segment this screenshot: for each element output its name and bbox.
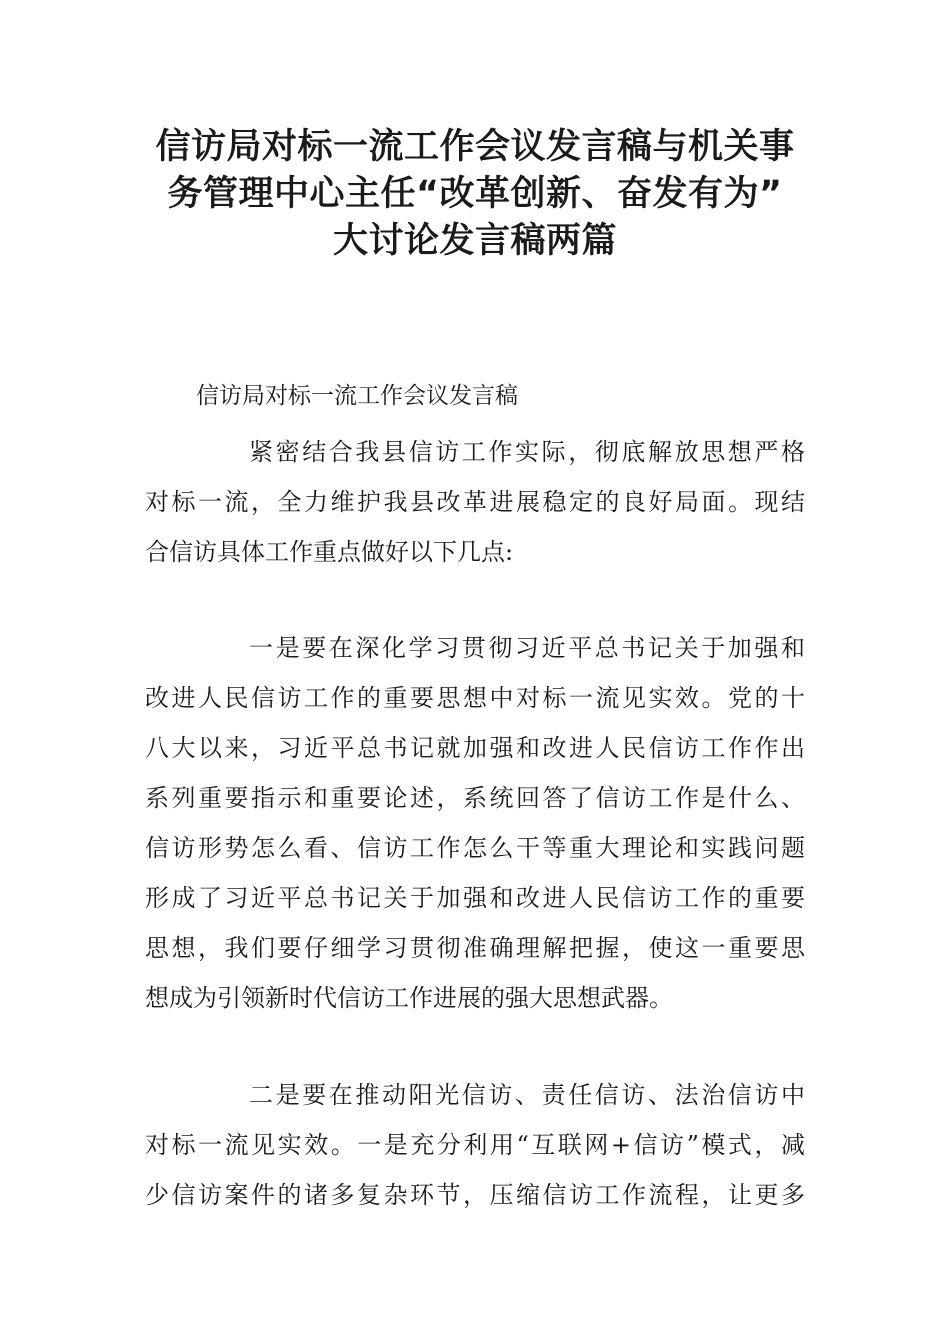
paragraph-line: 紧密结合我县信访工作实际，彻底解放思想严格 bbox=[249, 438, 805, 466]
paragraph-line: 形成了习近平总书记关于加强和改进人民信访工作的重要 bbox=[145, 884, 805, 912]
paragraph-line: 对标一流，全力维护我县改革进展稳定的良好局面。现结 bbox=[145, 488, 805, 516]
paragraph-line: 思想，我们要仔细学习贯彻准确理解把握，使这一重要思 bbox=[145, 934, 805, 962]
title-line: 信访局对标一流工作会议发言稿与机关事 bbox=[155, 127, 795, 167]
paragraph-point-two bbox=[145, 1070, 805, 1220]
paragraph-intro bbox=[145, 427, 805, 577]
paragraph-line: 一是要在深化学习贯彻习近平总书记关于加强和 bbox=[249, 634, 805, 662]
paragraph-line: 想成为引领新时代信访工作进展的强大思想武器。 bbox=[145, 984, 673, 1012]
paragraph-line: 合信访具体工作重点做好以下几点: bbox=[145, 538, 514, 566]
paragraph-line: 二是要在推动阳光信访、责任信访、法治信访中 bbox=[249, 1081, 805, 1109]
paragraph-line: 八大以来，习近平总书记就加强和改进人民信访工作作出 bbox=[145, 734, 805, 762]
title-line: 务管理中心主任“改革创新、奋发有为” bbox=[167, 174, 783, 214]
paragraph-line: 对标一流见实效。一是充分利用“互联网+信访”模式，减 bbox=[145, 1131, 805, 1159]
document-title bbox=[100, 124, 850, 265]
title-line: 大讨论发言稿两篇 bbox=[332, 221, 617, 261]
section-heading: 信访局对标一流工作会议发言稿 bbox=[196, 383, 518, 409]
paragraph-line: 系列重要指示和重要论述，系统回答了信访工作是什么、 bbox=[145, 784, 805, 812]
paragraph-line: 改进人民信访工作的重要思想中对标一流见实效。党的十 bbox=[145, 684, 805, 712]
paragraph-line: 少信访案件的诸多复杂环节，压缩信访工作流程，让更多 bbox=[145, 1181, 805, 1209]
paragraph-point-one bbox=[145, 623, 805, 1023]
paragraph-line: 信访形势怎么看、信访工作怎么干等重大理论和实践问题 bbox=[145, 834, 805, 862]
